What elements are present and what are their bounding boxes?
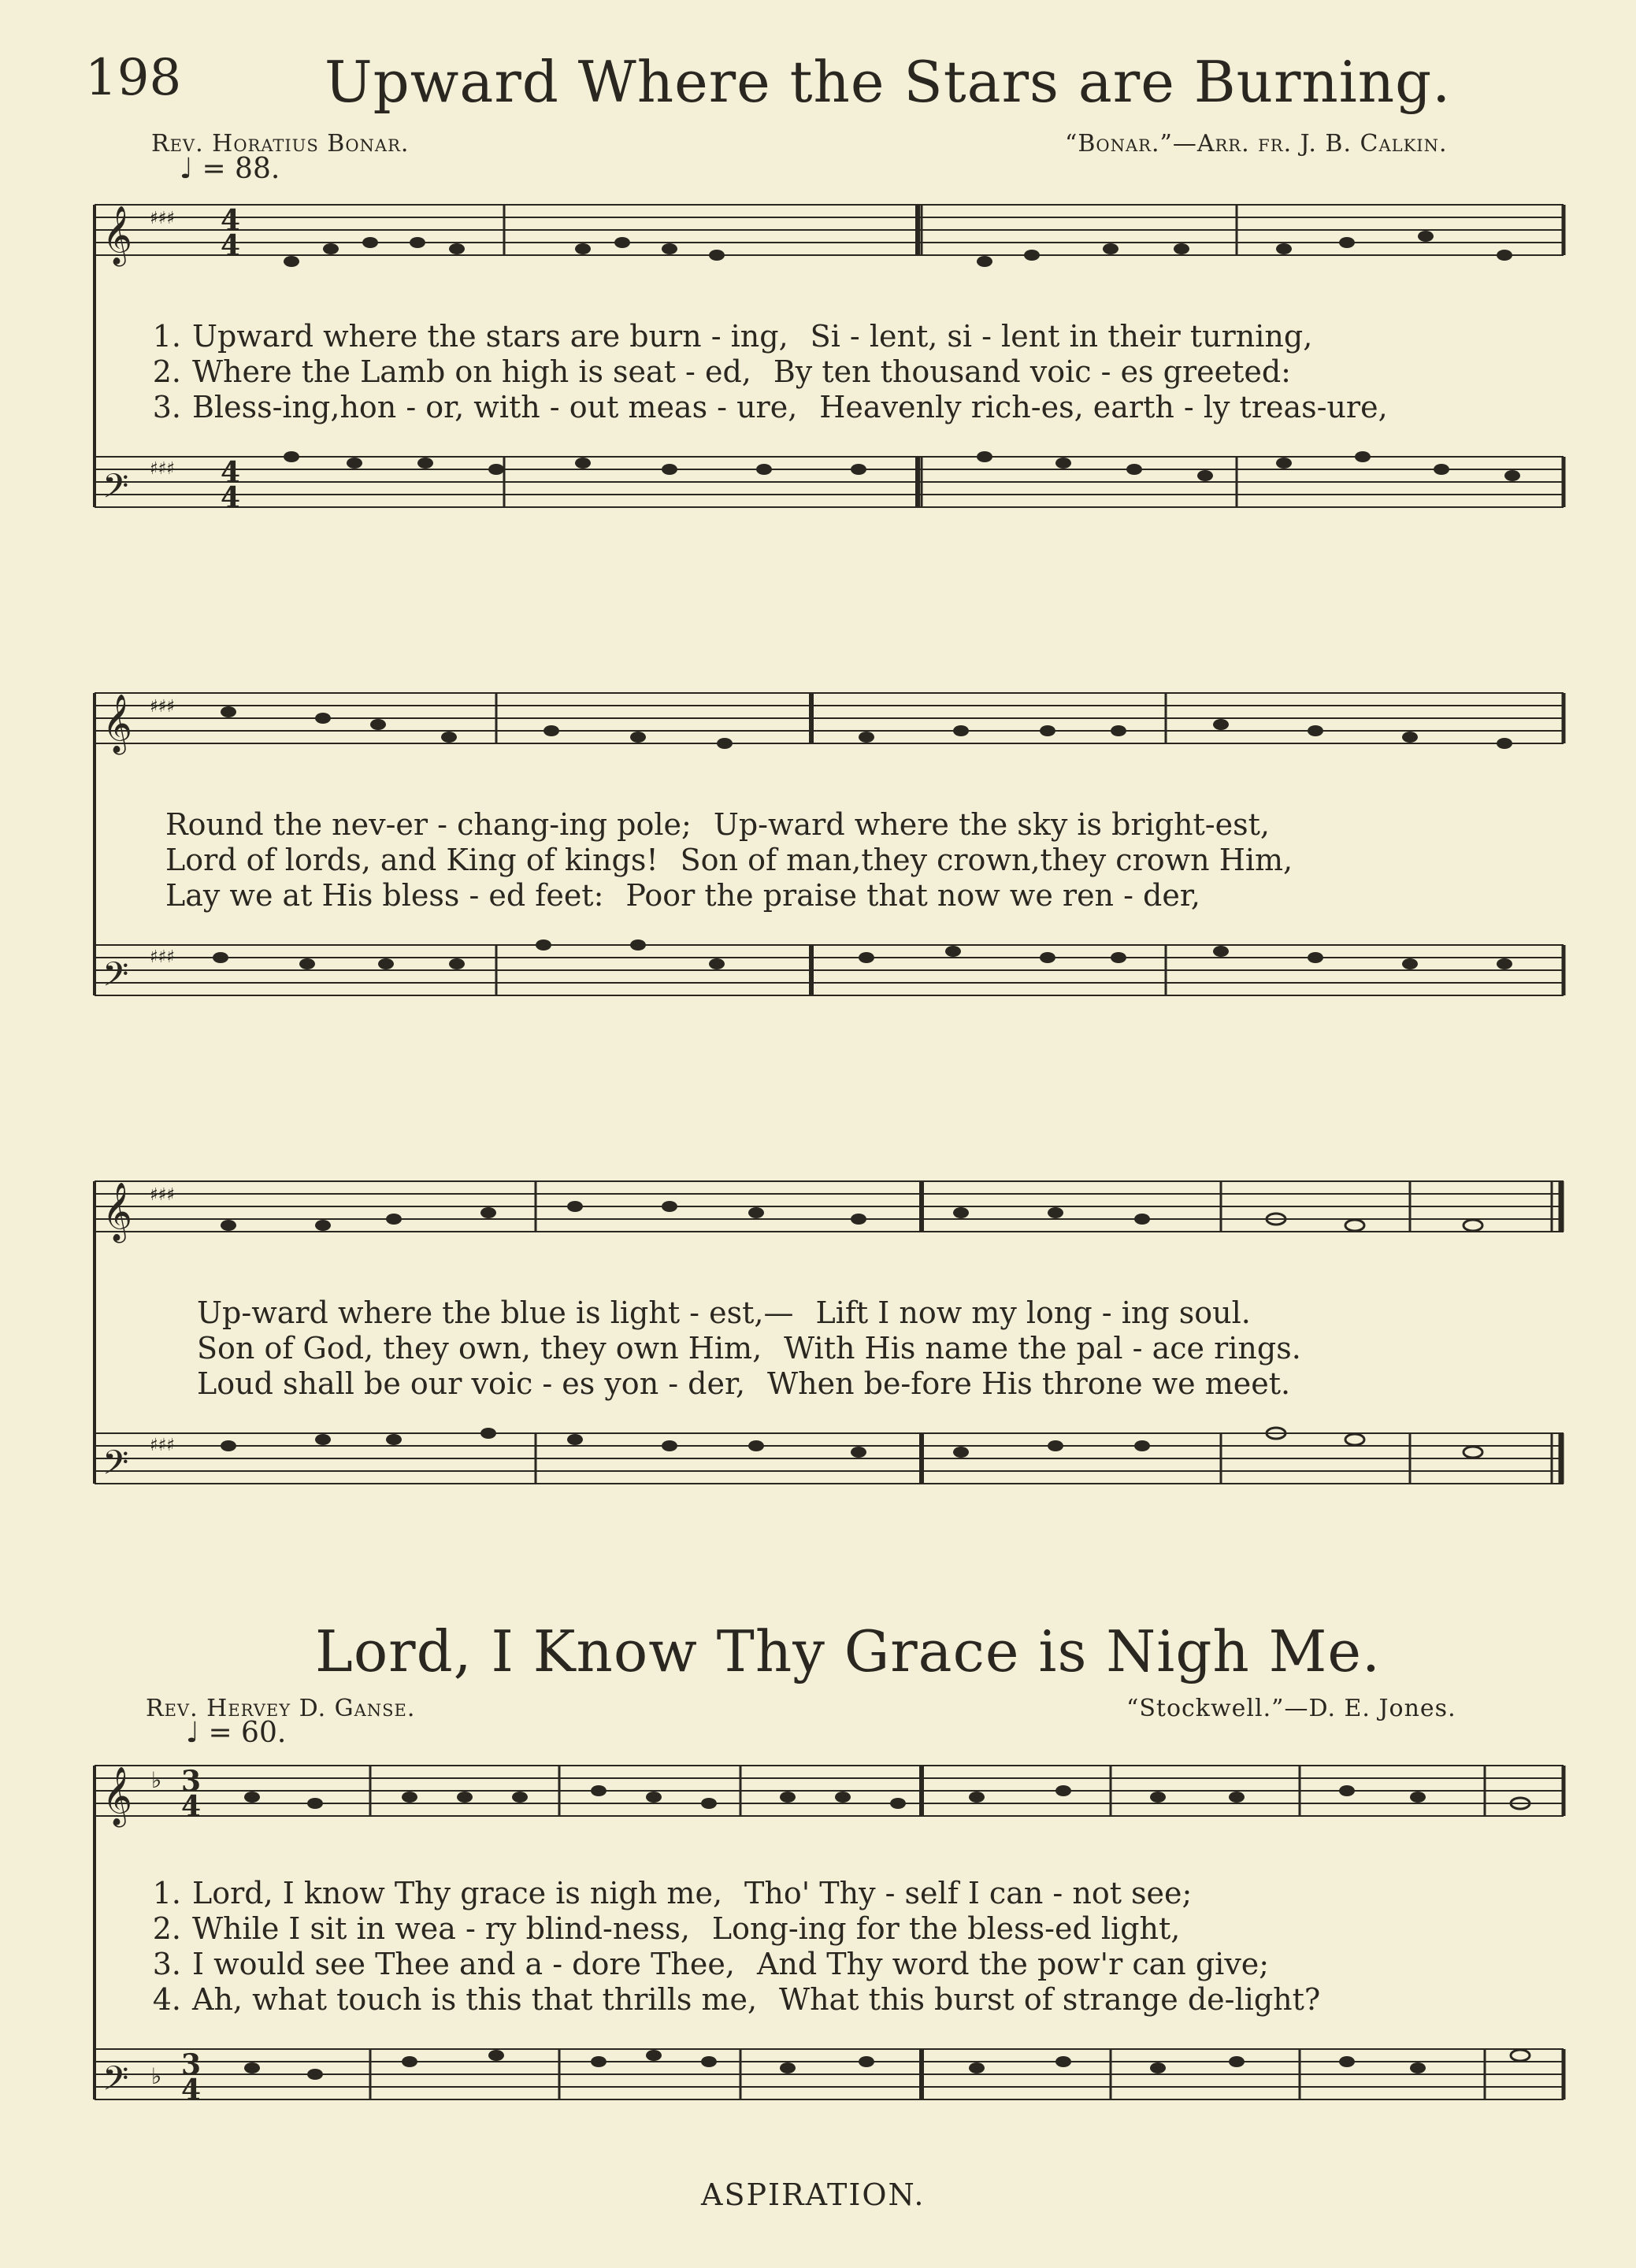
hymn-1-system-3-verse-2 [197, 1331, 1301, 1366]
hymn-1-system-3-verse-1 [197, 1295, 1251, 1330]
hymn-1-system-2-verse-3 [165, 878, 1200, 913]
lyric-line: Loud shall be our voic - es yon - der, [197, 1366, 746, 1401]
bass-staff [95, 945, 1564, 995]
hymn-1-system-3-verse-3 [197, 1366, 1290, 1401]
time-signature-top: 4 [221, 456, 241, 489]
lyric-line: Round the nev-er - chang-ing pole; [165, 807, 692, 842]
hymn-1-tempo-marking [180, 153, 280, 185]
hymn-1-system-1-verse-3 [142, 390, 1388, 424]
hymn-2-verse-2 [142, 1911, 1180, 1946]
hymn-1-system-1-verse-2 [142, 354, 1291, 389]
lyric-line: Son of God, they own, they own Him, [197, 1331, 762, 1366]
lyric-line: Lay we at His bless - ed feet: [165, 878, 604, 913]
lyric-line: Up-ward where the sky is bright-est, [713, 807, 1270, 842]
lyric-line: Poor the praise that now we ren - der, [625, 878, 1200, 913]
verse-number: 3. [152, 1947, 181, 1981]
bass-clef-icon: 𝄢 [102, 467, 129, 514]
lyric-line: What this burst of strange de-light? [779, 1982, 1321, 2017]
lyric-line: Where the Lamb on high is seat - ed, [192, 354, 751, 389]
bass-staff [95, 1433, 1564, 1484]
treble-staff [95, 1181, 1564, 1232]
time-signature-bottom: 4 [221, 481, 241, 514]
lyric-line: Lord of lords, and King of kings! [165, 843, 658, 877]
hymn-2-tempo-marking [186, 1717, 286, 1749]
bass-clef-icon: 𝄢 [102, 2059, 129, 2107]
tempo-value: = 88. [202, 153, 280, 185]
time-signature-bottom: 4 [181, 1790, 202, 1823]
lyric-line: Tho' Thy - self I can - not see; [744, 1876, 1193, 1910]
flat-key-signature-icon: ♭ [151, 1767, 162, 1793]
key-signature-icon: ♯♯♯ [150, 459, 175, 479]
hymn-2-verse-4 [142, 1982, 1320, 2017]
hymn-1-tune-credit: “Bonar.”—Arr. fr. J. B. Calkin. [1065, 130, 1448, 158]
treble-clef-icon: 𝄞 [102, 1767, 132, 1825]
time-signature-bottom: 4 [181, 2073, 202, 2107]
page-footer-category: ASPIRATION. [701, 2177, 926, 2212]
treble-clef-icon: 𝄞 [102, 695, 132, 753]
verse-number: 1. [152, 1876, 181, 1910]
key-signature-icon: ♯♯♯ [150, 947, 175, 967]
lyric-line: Ah, what touch is this that thrills me, [192, 1982, 758, 2017]
hymn-1-title: Upward Where the Stars are Burning. [325, 49, 1452, 115]
verse-number: 2. [152, 1911, 181, 1946]
key-signature-icon: ♯♯♯ [150, 209, 175, 228]
hymn-1-author: Rev. Horatius Bonar. [151, 130, 410, 158]
lyric-line: Bless-ing,hon - or, with - out meas - ure, [192, 390, 798, 424]
page-number: 198 [85, 49, 182, 107]
lyric-line: When be-fore His throne we meet. [767, 1366, 1291, 1401]
hymn-2-verse-1 [142, 1876, 1192, 1910]
key-signature-icon: ♯♯♯ [150, 1185, 175, 1205]
bass-clef-icon: 𝄢 [102, 955, 129, 1002]
time-signature-top: 3 [181, 1765, 202, 1798]
lyric-line: Son of man,they crown,they crown Him, [680, 843, 1293, 877]
key-signature-icon: ♯♯♯ [150, 1436, 175, 1455]
lyric-line: Heavenly rich-es, earth - ly treas-ure, [819, 390, 1388, 424]
time-signature-bottom: 4 [221, 229, 241, 262]
verse-number: 3. [152, 390, 181, 424]
hymn-1-system-2-verse-2 [165, 843, 1293, 877]
lyric-line: Lord, I know Thy grace is nigh me, [192, 1876, 723, 1910]
bass-clef-icon: 𝄢 [102, 1443, 129, 1491]
lyric-line: Lift I now my long - ing soul. [815, 1295, 1251, 1330]
verse-number: 4. [152, 1982, 181, 2017]
half-notes [1511, 1798, 1530, 2061]
lyric-line: Si - lent, si - lent in their turning, [810, 319, 1313, 354]
lyric-line: And Thy word the pow'r can give; [756, 1947, 1270, 1981]
hymn-2-author: Rev. Hervey D. Ganse. [146, 1695, 416, 1722]
lyric-line: I would see Thee and a - dore Thee, [192, 1947, 735, 1981]
hymn-2-verse-3 [142, 1947, 1269, 1981]
flat-key-signature-icon: ♭ [151, 2063, 162, 2089]
lyric-line: Long-ing for the bless-ed light, [711, 1911, 1181, 1946]
hymn-1-system-1-verse-1 [142, 319, 1312, 354]
verse-number: 2. [152, 354, 181, 389]
verse-number: 1. [152, 319, 181, 354]
lyric-line: While I sit in wea - ry blind-ness, [192, 1911, 690, 1946]
tempo-note-icon: ♩ [186, 1717, 199, 1749]
treble-staff [95, 693, 1564, 743]
treble-staff [95, 205, 1564, 255]
treble-clef-icon: 𝄞 [102, 1183, 132, 1241]
key-signature-icon: ♯♯♯ [150, 697, 175, 717]
hymn-2-tune-credit: “Stockwell.”—D. E. Jones. [1126, 1695, 1456, 1722]
hymn-1-system-2-verse-1 [165, 807, 1270, 842]
time-signature-top: 4 [221, 204, 241, 237]
bass-staff [95, 457, 1564, 507]
lyric-line: Up-ward where the blue is light - est,— [197, 1295, 794, 1330]
hymn-2-title: Lord, I Know Thy Grace is Nigh Me. [315, 1618, 1381, 1684]
tempo-value: = 60. [208, 1717, 287, 1749]
tempo-note-icon: ♩ [180, 153, 193, 185]
lyric-line: By ten thousand voic - es greeted: [773, 354, 1291, 389]
lyric-line: Upward where the stars are burn - ing, [192, 319, 788, 354]
time-signature-top: 3 [181, 2048, 202, 2081]
lyric-line: With His name the pal - ace rings. [784, 1331, 1301, 1366]
treble-clef-icon: 𝄞 [102, 206, 132, 265]
